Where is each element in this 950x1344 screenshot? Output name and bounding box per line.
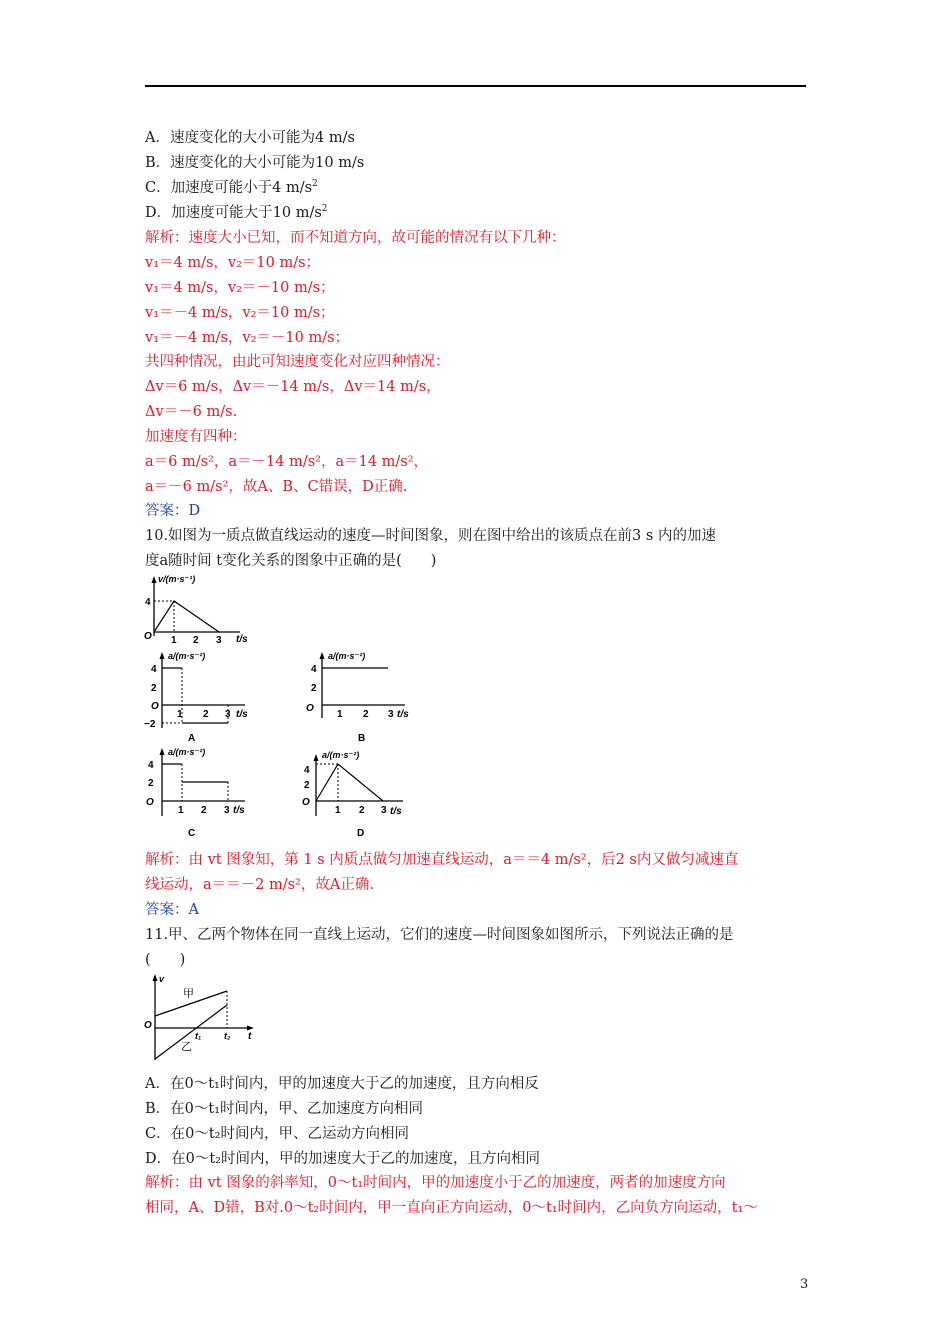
q11-stem-line-2: ( ) [145,952,186,968]
vt-tick-1: 1 [171,635,177,644]
q10-vt-graph [140,572,270,644]
q11-option-a: A．在0～t₁时间内，甲的加速度大于乙的加速度，且方向相反 [145,1076,539,1092]
tick-2: 2 [311,683,317,694]
q9-analysis-intro: 解析：速度大小已知，而不知道方向，故可能的情况有以下几种： [145,230,566,246]
tick-4: 4 [311,664,317,675]
graph-a-xlabel: t/s [236,709,248,720]
vt-xlabel: t/s [236,634,248,644]
q10-answer: 答案：A [145,902,199,918]
y-axis-arrow [160,748,165,755]
y-axis-arrow [152,576,157,583]
vt-tick-4: 4 [145,597,151,608]
q11-option-b: B．在0～t₁时间内，甲、乙加速度方向相同 [145,1101,424,1117]
q9-case-3: v₁＝－4 m/s，v₂＝10 m/s； [145,305,335,321]
y-axis-arrow [160,652,165,659]
tick-2-x: 2 [363,709,369,720]
q11-option-c: C．在0～t₂时间内，甲、乙运动方向相同 [145,1126,409,1142]
q11-yi-label: 乙 [181,1041,192,1053]
q10-analysis-line-2: 线运动，a＝＝－2 m/s²，故A正确. [145,877,374,893]
graph-c-xlabel: t/s [233,805,245,816]
graph-c-caption: C [188,828,196,839]
tick-2-x: 2 [201,805,207,816]
q10-stem-line-1: 10.如图为一质点做直线运动的速度—时间图象，则在图中给出的该质点在前3 s 内的加速 [145,528,716,544]
graph-d-ylabel: a/(m·s⁻²) [322,750,360,760]
q10-graph-a [140,648,265,743]
tick-1: 1 [335,805,341,816]
graph-b-xlabel: t/s [397,709,409,720]
tick-4: 4 [304,765,310,776]
tick-3: 3 [225,709,231,720]
y-axis-arrow [314,754,319,761]
tick-2: 2 [151,683,157,694]
graph-d-xlabel: t/s [390,806,402,817]
d-line [316,764,383,801]
q9-option-c: C．加速度可能小于4 $m/s^2$ [145,179,318,196]
q11-t-label: t [248,1031,252,1042]
header-rule [145,85,806,87]
origin: O [306,703,314,714]
q11-vt-graph [140,970,265,1065]
tick-2: 2 [148,778,154,789]
graph-a-caption: A [188,733,196,743]
q9-case-2: v₁＝4 m/s，v₂＝－10 m/s； [145,280,335,296]
q9-delta-v-2: Δv＝－6 m/s. [145,404,238,420]
graph-a-ylabel: a/(m·s⁻²) [168,651,206,661]
q10-graph-c [140,744,265,841]
q10-graph-b [300,648,425,743]
q11-stem-line-1: 11.甲、乙两个物体在同一直线上运动，它们的速度—时间图象如图所示，下列说法正确的是 [145,927,734,943]
tick-1: 1 [178,805,184,816]
q11-t1-label: t₁ [195,1031,202,1041]
q9-delta-v-1: Δv＝6 m/s，Δv＝－14 m/s，Δv＝14 m/s， [145,379,441,395]
vt-tick-3: 3 [216,635,222,644]
tick-4: 4 [148,760,154,771]
velocity-line [154,601,219,632]
tick-3: 3 [381,805,387,816]
tick-3: 3 [224,805,230,816]
page-number: 3 [800,1277,809,1292]
vt-ylabel: v/(m·s⁻¹) [158,574,196,584]
x-axis-arrow [247,1026,254,1031]
q9-summary: 共四种情况，由此可知速度变化对应四种情况： [145,354,450,370]
q10-stem-line-2: 度a随时间 t变化关系的图象中正确的是( ) [145,553,437,569]
origin: O [302,797,310,808]
q11-analysis-line-1: 解析：由 vt 图象的斜率知，0～t₁时间内，甲的加速度小于乙的加速度，两者的加速度方向 [145,1175,726,1191]
q9-case-1: v₁＝4 m/s，v₂＝10 m/s； [145,255,321,271]
q11-v-label: v [159,974,165,984]
q9-option-a: A．速度变化的大小可能为4 m/s [145,130,355,146]
origin: O [151,701,159,712]
q11-analysis-line-2: 相同，A、D错，B对.0～t₂时间内，甲一直向正方向运动，0～t₁时间内，乙向负方向运动，t₁～ [145,1200,758,1216]
q11-t2-label: t₂ [224,1031,231,1041]
origin: O [146,797,154,808]
graph-b-caption: B [358,733,366,743]
q11-origin: O [144,1020,152,1031]
q10-graph-d [298,744,423,841]
tick-1: 1 [177,709,183,720]
q9-option-d: D．加速度可能大于10 $m/s^2$ [145,204,328,221]
q9-case-4: v₁＝－4 m/s，v₂＝－10 m/s； [145,330,350,346]
tick-2: 2 [304,780,310,791]
vt-origin: O [144,631,152,642]
q10-analysis-line-1: 解析：由 vt 图象知，第 1 s 内质点做匀加速直线运动，a＝＝4 m/s²，后2 s内又做匀减速直 [145,852,739,868]
q11-jia-label: 甲 [183,988,194,1000]
q9-acc-2: a＝－6 m/s²，故A、B、C错误，D正确. [145,479,408,495]
tick-4: 4 [151,664,157,675]
graph-b-ylabel: a/(m·s⁻²) [328,651,366,661]
tick-1: 1 [337,709,343,720]
tick-minus-2: −2 [144,719,156,730]
q9-acc-intro: 加速度有四种： [145,429,247,445]
y-axis-arrow [153,974,158,981]
q9-acc-1: a＝6 m/s²，a＝－14 m/s²，a＝14 m/s²， [145,454,429,470]
q9-option-b: B．速度变化的大小可能为10 m/s [145,155,365,171]
tick-2-x: 2 [359,805,365,816]
q9-answer: 答案：D [145,503,201,519]
tick-3: 3 [388,709,394,720]
q11-option-d: D．在0～t₂时间内，甲的加速度大于乙的加速度，且方向相同 [145,1151,540,1167]
graph-c-ylabel: a/(m·s⁻²) [168,747,206,757]
graph-d-caption: D [357,828,365,839]
tick-2-x: 2 [203,709,209,720]
y-axis-arrow [320,652,325,659]
vt-tick-2: 2 [193,635,199,644]
